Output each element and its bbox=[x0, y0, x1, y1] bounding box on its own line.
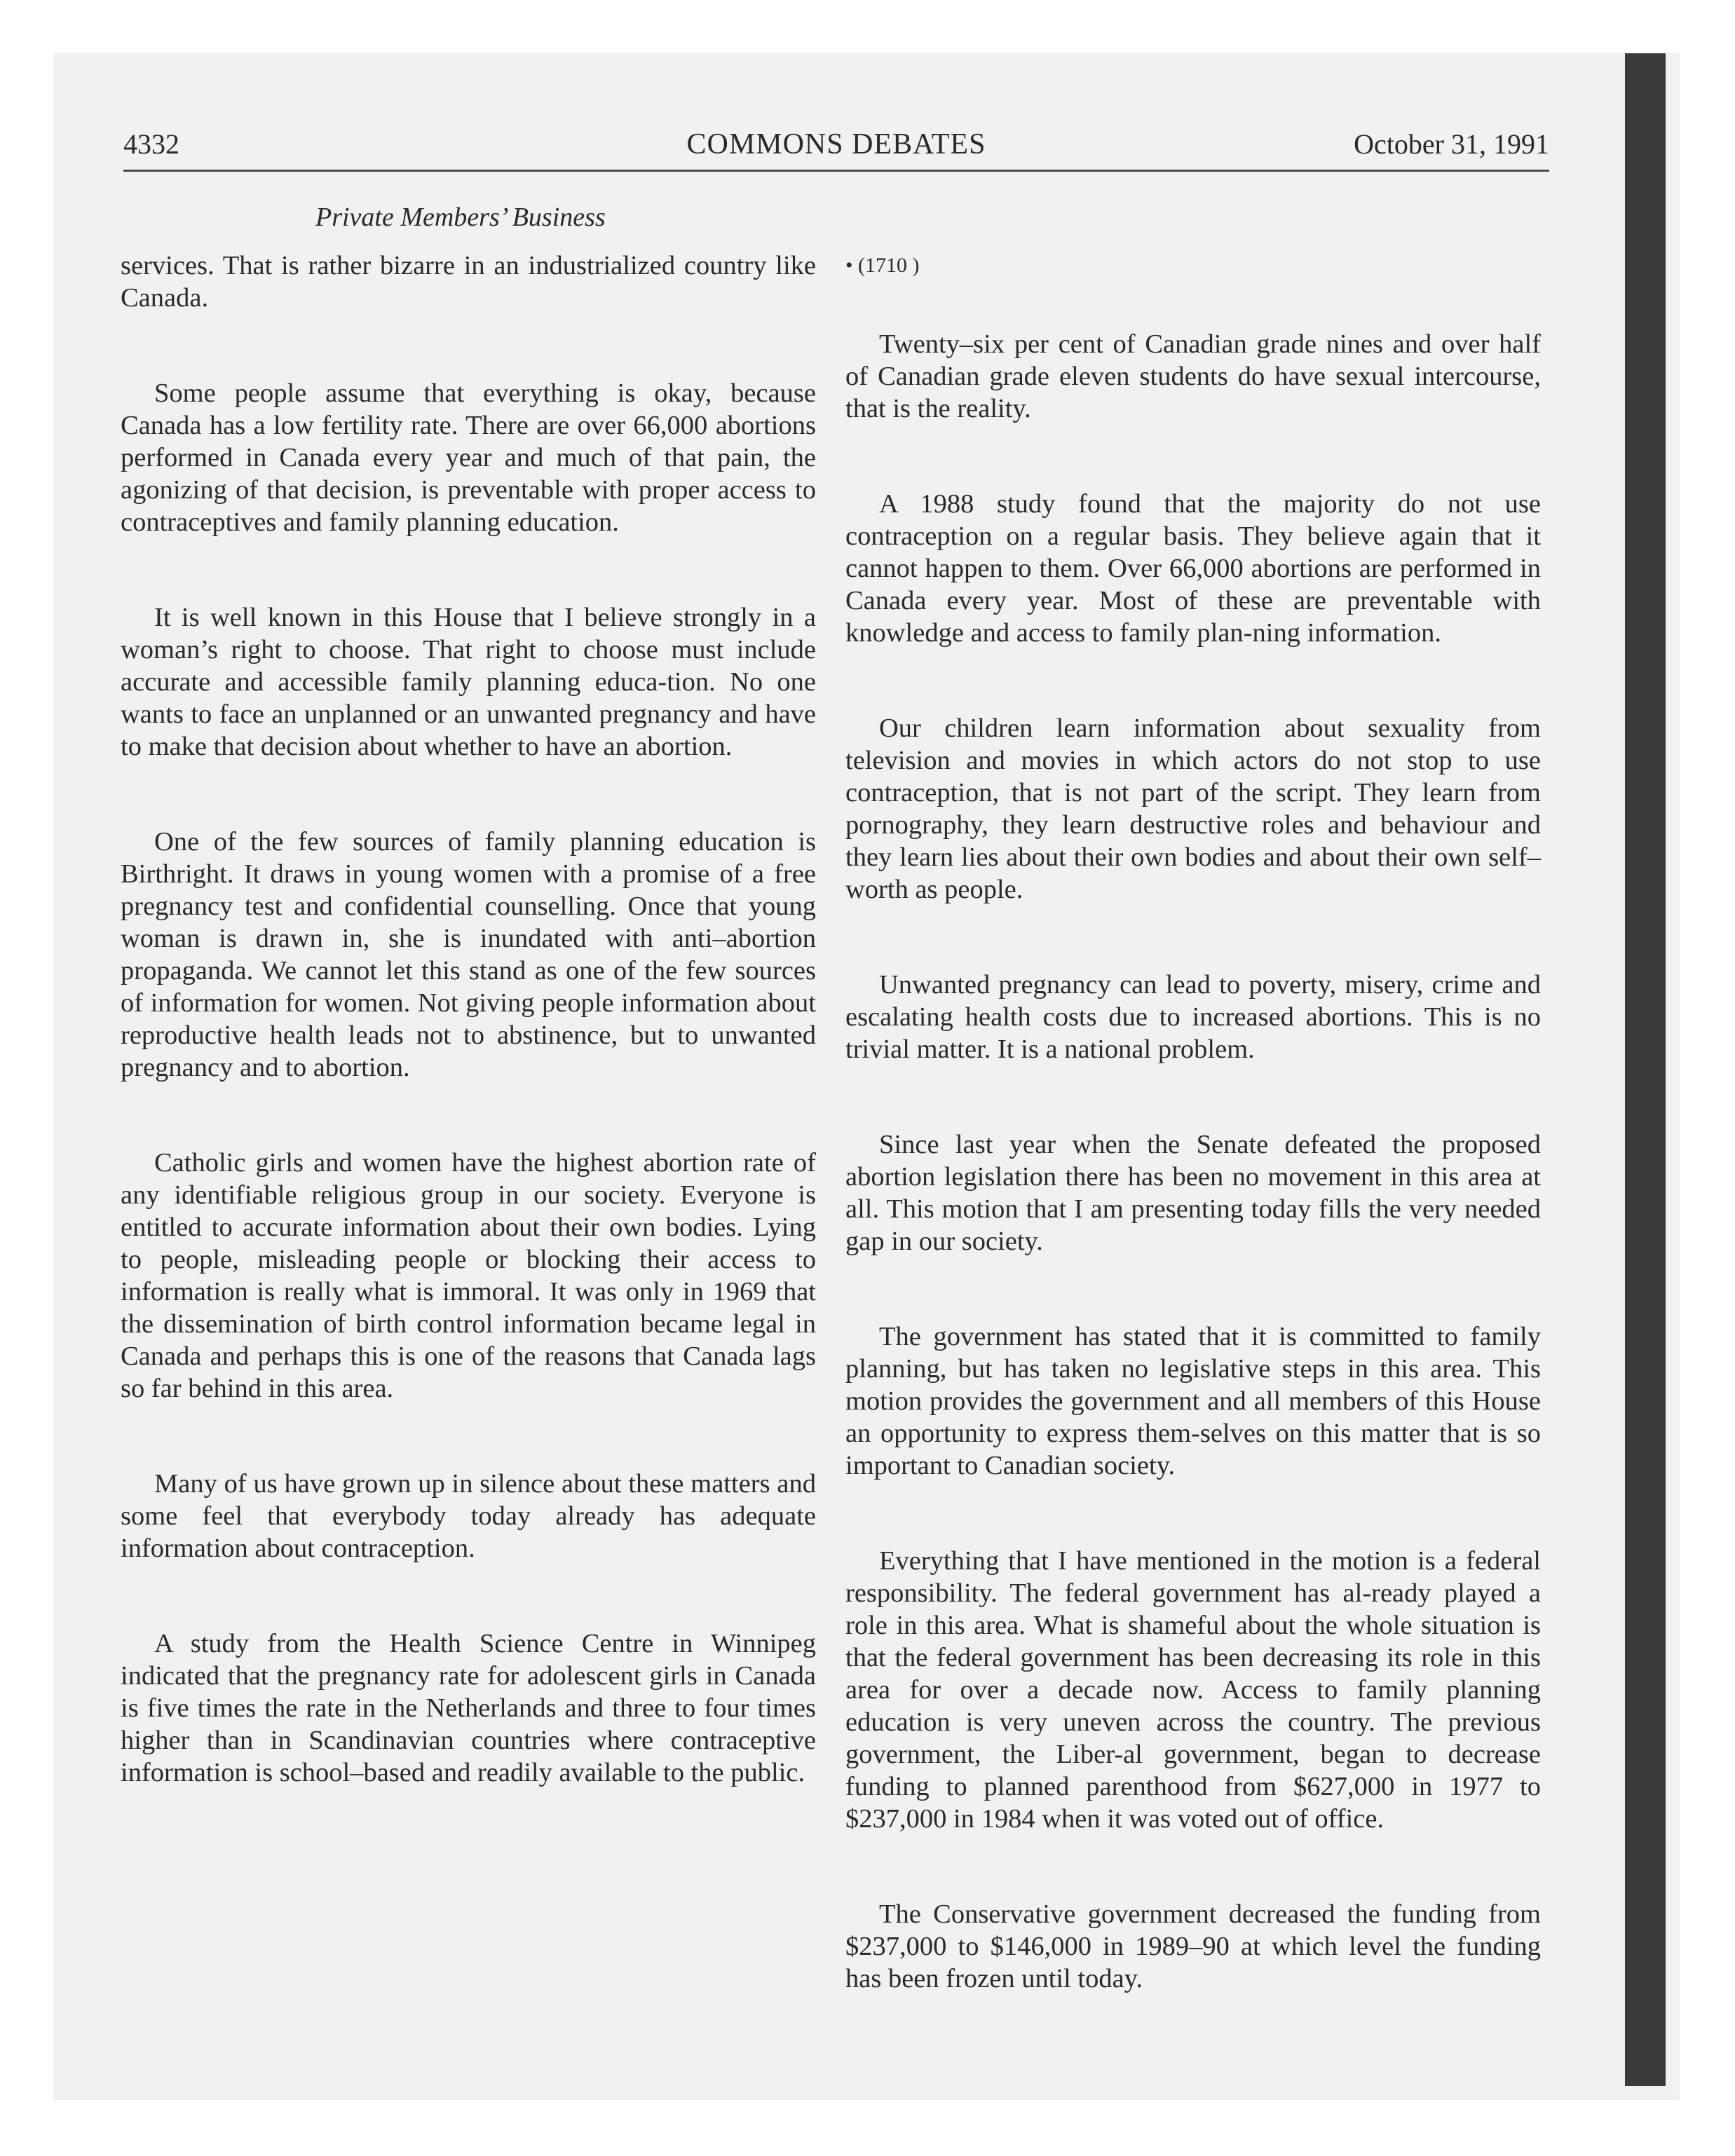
scan-edge-shadow bbox=[1625, 53, 1666, 2086]
paragraph: Everything that I have mentioned in the motion is a federal responsibility. The federal government has al-ready played a role in this area. What is shameful about the whole situation is that the federal government has been decreasing its role in this area for over a decade now. Access to family planning education is very uneven across the country. The previous government, the Liber-al government, began to decrease funding to planned parenthood from $627,000 in 1977 to $237,000 in 1984 when it was voted out of office. bbox=[845, 1546, 1541, 1834]
paragraph: The Conservative government decreased the funding from $237,000 to $146,000 in 1989–90 at which level the funding has been frozen until today. bbox=[845, 1899, 1541, 1993]
timestamp: • (1710 ) bbox=[845, 254, 920, 277]
paragraph: A 1988 study found that the majority do not use contraception on a regular basis. They believe again that it cannot happen to them. Over 66,000 abortions are performed in Canada every year. Most of these are preventable with knowledge and access to family plan-ning information. bbox=[845, 489, 1541, 648]
journal-title: COMMONS DEBATES bbox=[686, 128, 986, 161]
paragraph: Many of us have grown up in silence about these matters and some feel that everybody today already has adequate information about contraception. bbox=[121, 1469, 816, 1563]
paragraph: Our children learn information about sexuality from television and movies in which actors do not stop to use contraception, that is not part of the script. They learn from pornography, they learn destructive roles and behaviour and they learn lies about their own bodies and about their own self–worth as people. bbox=[845, 714, 1541, 904]
paragraph: It is well known in this House that I believe strongly in a woman’s right to choose. That right to choose must include accurate and accessible family planning educa-tion. No one wants to face an unplanned or an unwanted pregnancy and have to make that decision about whether to have an abortion. bbox=[121, 603, 816, 761]
paragraph: One of the few sources of family planning education is Birthright. It draws in young women with a promise of a free pregnancy test and confidential counselling. Once that young woman is drawn in, she is inundated with anti–abortion propaganda. We cannot let this stand as one of the few sources of information for women. Not giving people information about reproductive health leads not to abstinence, but to unwanted pregnancy and to abortion. bbox=[121, 827, 816, 1082]
paragraph: Twenty–six per cent of Canadian grade nines and over half of Canadian grade eleven students do have sexual intercourse, that is the reality. bbox=[845, 329, 1541, 423]
paragraph: The government has stated that it is committed to family planning, but has taken no legislative steps in this area. This motion provides the government and all members of this House an opportunity to express them-selves on this matter that is so important to Canadian society. bbox=[845, 1322, 1541, 1480]
left-column bbox=[121, 250, 816, 1789]
publication-date: October 31, 1991 bbox=[1354, 128, 1549, 160]
paragraph: Some people assume that everything is okay, because Canada has a low fertility rate. There are over 66,000 abortions performed in Canada every year and much of that pain, the agonizing of that decision, is preventable with proper access to contraceptives and family planning education. bbox=[121, 378, 816, 537]
page-number: 4332 bbox=[123, 128, 179, 160]
paragraph: Unwanted pregnancy can lead to poverty, misery, crime and escalating health costs due to increased abortions. This is no trivial matter. It is a national problem. bbox=[845, 970, 1541, 1064]
paragraph: Catholic girls and women have the highest abortion rate of any identifiable religious group in our society. Everyone is entitled to accurate information about their own bodies. Lying to people, misleading people or blocking their access to information is really what is immoral. It was only in 1969 that the dissemination of birth control information became legal in Canada and perhaps this is one of the reasons that Canada lags so far behind in this area. bbox=[121, 1148, 816, 1403]
paragraph: Since last year when the Senate defeated the proposed abortion legislation there has been no movement in this area at all. This motion that I am presenting today fills the very needed gap in our society. bbox=[845, 1130, 1541, 1256]
page-header bbox=[123, 126, 1549, 172]
paragraph: services. That is rather bizarre in an industrialized country like Canada. bbox=[121, 251, 816, 313]
right-column bbox=[845, 250, 1541, 1995]
section-label: Private Members’ Business bbox=[315, 203, 606, 232]
paragraph: A study from the Health Science Centre in Winnipeg indicated that the pregnancy rate for adolescent girls in Canada is five times the rate in the Netherlands and three to four times higher than in Scandinavian countries where contraceptive information is school–based and readily available to the public. bbox=[121, 1629, 816, 1787]
